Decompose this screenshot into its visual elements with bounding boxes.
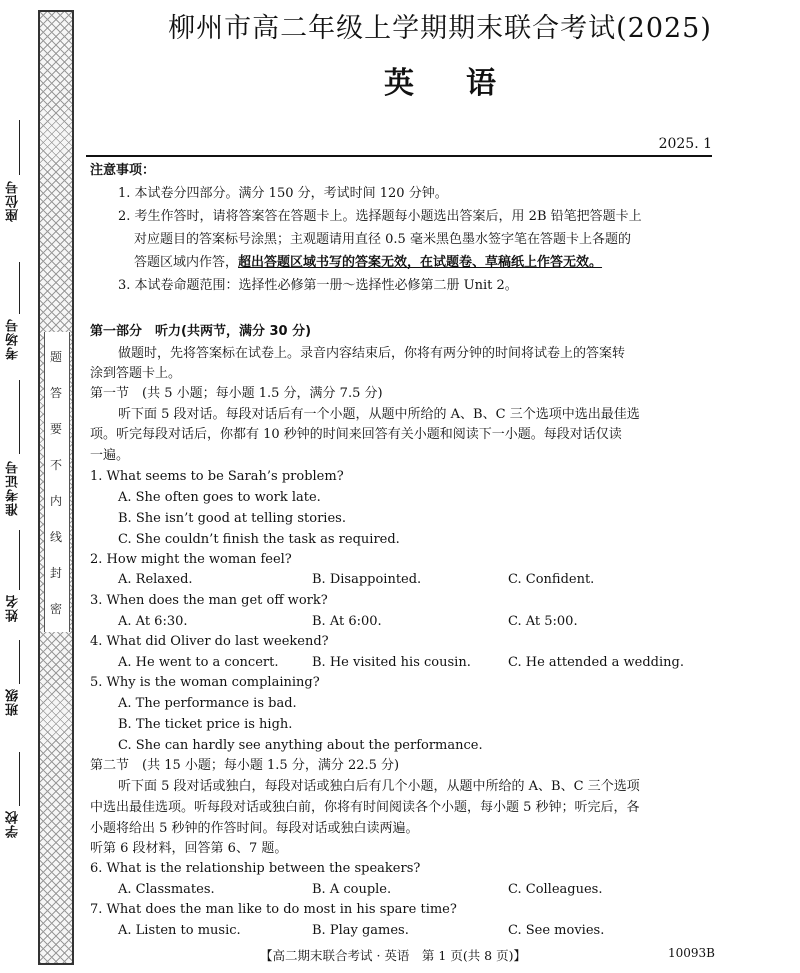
section1-instruction: 听下面 5 段对话。每段对话后有一个小题，从题中所给的 A、B、C 三个选项中选出最佳选	[118, 407, 640, 422]
seal-char: 答	[49, 386, 62, 400]
field-name: 姓名	[6, 594, 21, 622]
page-footer: 【高二期末联合考试 · 英语 第 1 页(共 8 页)】	[260, 948, 526, 963]
question-option[interactable]: B. The ticket price is high.	[118, 717, 293, 732]
section2-heading: 第二节 (共 15 小题；每小题 1.5 分，满分 22.5 分)	[90, 758, 400, 773]
question-option[interactable]: A. At 6:30.	[118, 614, 188, 629]
seal-char: 密	[49, 602, 62, 616]
part1-heading: 第一部分 听力(共两节，满分 30 分)	[90, 324, 312, 339]
header-rule	[86, 155, 712, 157]
section1-instruction: 项。听完每段对话后，你都有 10 秒钟的时间来回答有关小题和阅读下一小题。每段对话仅读	[90, 427, 622, 442]
question-option[interactable]: A. He went to a concert.	[118, 655, 279, 670]
question-option[interactable]: B. Disappointed.	[312, 572, 422, 587]
notice-item: 3. 本试卷命题范围：选择性必修第一册～选择性必修第二册 Unit 2。	[118, 278, 518, 293]
subject-char: 英	[384, 66, 414, 101]
notice-item	[134, 253, 602, 273]
field-line[interactable]	[19, 530, 20, 590]
question-option[interactable]: B. A couple.	[312, 882, 392, 897]
paper-code: 10093B	[668, 946, 715, 960]
field-line[interactable]	[19, 262, 20, 314]
section2-instruction: 中选出最佳选项。听每段对话或独白前，你将有时间阅读各个小题，每小题 5 秒钟；听完后，各	[90, 800, 640, 815]
seal-line-panel	[44, 332, 70, 632]
question-option[interactable]: B. He visited his cousin.	[312, 655, 471, 670]
question-stem: 2. How might the woman feel?	[90, 552, 292, 567]
exam-subject	[90, 58, 790, 102]
notice-text: 答题区域内作答，	[134, 255, 239, 270]
seal-char: 不	[49, 458, 62, 472]
question-option[interactable]: A. Classmates.	[118, 882, 215, 897]
exam-title: 柳州市高二年级上学期期末联合考试(2025)	[168, 13, 712, 44]
question-stem: 1. What seems to be Sarah’s problem?	[90, 469, 344, 484]
seal-char: 题	[49, 350, 62, 364]
seal-char: 内	[49, 494, 62, 508]
notice-warning: 超出答题区域书写的答案无效，在试题卷、草稿纸上作答无效。	[238, 255, 603, 270]
notice-item: 1. 本试卷分四部分。满分 150 分，考试时间 120 分钟。	[118, 186, 448, 201]
field-seat-number: 座位号	[6, 180, 21, 222]
field-line[interactable]	[19, 640, 20, 684]
seal-char: 封	[49, 566, 62, 580]
question-option[interactable]: B. Play games.	[312, 923, 409, 938]
field-class: 班级	[6, 688, 21, 716]
question-stem: 7. What does the man like to do most in his spare time?	[90, 902, 457, 917]
section2-instruction: 听下面 5 段对话或独白，每段对话或独白后有几个小题，从题中所给的 A、B、C 三个选项	[118, 779, 640, 794]
question-option[interactable]: C. She can hardly see anything about the performance.	[118, 738, 483, 753]
question-stem: 4. What did Oliver do last weekend?	[90, 634, 329, 649]
field-line[interactable]	[19, 380, 20, 454]
question-option[interactable]: C. See movies.	[508, 923, 605, 938]
part1-intro: 涂到答题卡上。	[90, 366, 182, 381]
section1-instruction: 一遍。	[90, 448, 130, 463]
section2-instruction: 小题将给出 5 秒钟的作答时间。每段对话或独白读两遍。	[90, 821, 419, 836]
question-stem: 3. When does the man get off work?	[90, 593, 328, 608]
field-line[interactable]	[19, 752, 20, 806]
material-note: 听第 6 段材料，回答第 6、7 题。	[90, 841, 288, 856]
question-option[interactable]: A. She often goes to work late.	[118, 490, 321, 505]
field-exam-room: 考场号	[6, 318, 21, 360]
field-line[interactable]	[19, 120, 20, 175]
question-option[interactable]: A. The performance is bad.	[118, 696, 297, 711]
question-option[interactable]: C. He attended a wedding.	[508, 655, 684, 670]
exam-date: 2025. 1	[658, 136, 712, 152]
question-stem: 6. What is the relationship between the speakers?	[90, 861, 421, 876]
question-option[interactable]: C. At 5:00.	[508, 614, 578, 629]
section1-heading: 第一节 (共 5 小题；每小题 1.5 分，满分 7.5 分)	[90, 386, 383, 401]
question-option[interactable]: C. She couldn’t finish the task as required.	[118, 532, 400, 547]
notice-item: 对应题目的答案标号涂黑；主观题请用直径 0.5 毫米黑色墨水签字笔在答题卡上各题的	[134, 232, 631, 247]
seal-char: 要	[49, 422, 62, 436]
seal-char: 线	[49, 530, 62, 544]
question-option[interactable]: A. Listen to music.	[118, 923, 241, 938]
notice-heading: 注意事项：	[90, 163, 156, 178]
question-stem: 5. Why is the woman complaining?	[90, 675, 320, 690]
part1-intro: 做题时，先将答案标在试卷上。录音内容结束后，你将有两分钟的时间将试卷上的答案转	[118, 346, 626, 361]
subject-char: 语	[466, 66, 496, 101]
field-school: 学校	[6, 810, 21, 838]
question-option[interactable]: A. Relaxed.	[118, 572, 193, 587]
field-ticket-number: 准考证号	[6, 460, 21, 516]
question-option[interactable]: B. At 6:00.	[312, 614, 382, 629]
question-option[interactable]: C. Confident.	[508, 572, 595, 587]
question-option[interactable]: B. She isn’t good at telling stories.	[118, 511, 346, 526]
question-option[interactable]: C. Colleagues.	[508, 882, 603, 897]
notice-item: 2. 考生作答时，请将答案答在答题卡上。选择题每小题选出答案后，用 2B 铅笔把答题卡上	[118, 209, 642, 224]
